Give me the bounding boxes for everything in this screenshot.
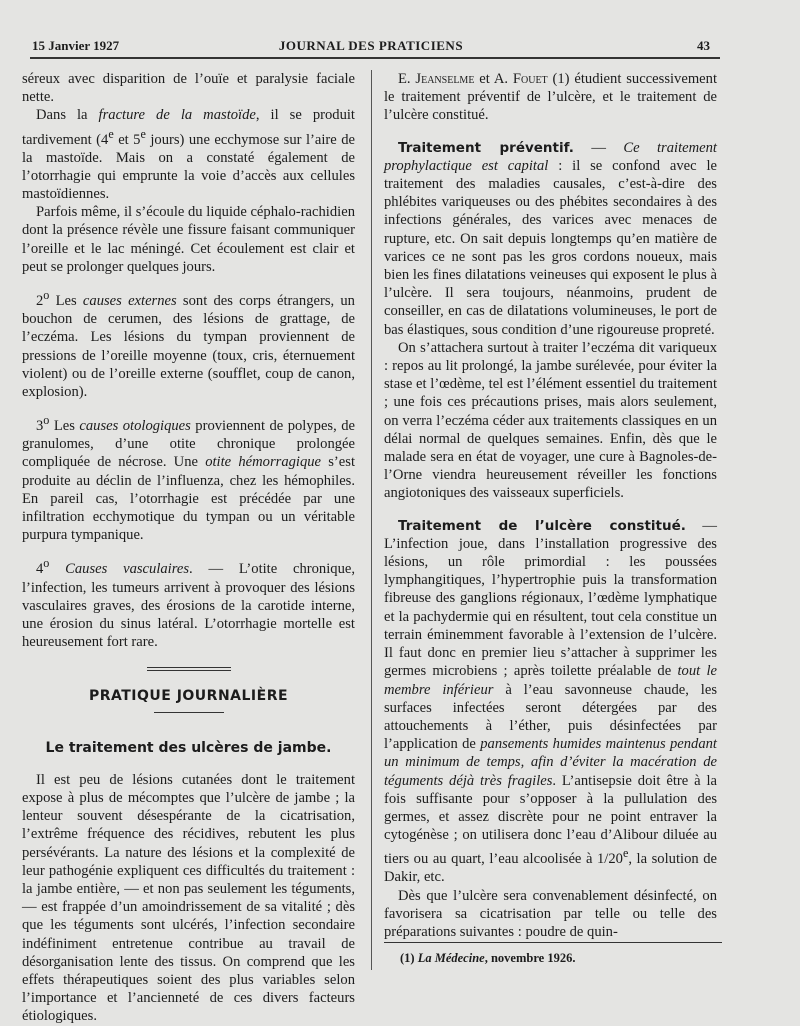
issue-date: 15 Janvier 1927 bbox=[32, 38, 120, 53]
paragraph: Parfois même, il s’écoule du liquide céphalo-rachidien dont la présence révèle une fissure faisant communiquer l’oreille et le lac méningé. Cet écoulement est clair et peut se prolonger quelques jours. bbox=[22, 204, 355, 275]
footnote-rule bbox=[384, 942, 722, 943]
footnote: (1) La Médecine, novembre 1926. bbox=[400, 951, 576, 965]
paragraph: Dès que l’ulcère sera convenablement désinfecté, on favorisera sa cicatrisation par telle ou telle des préparations suivantes : poudre de quin- bbox=[384, 887, 717, 940]
subheading: Traitement préventif. bbox=[398, 139, 574, 156]
paragraph: 2$^o$ Les causes externes sont des corps étrangers, un bouchon de cerumen, des lésions de grattage, de l’eczéma. Les lésions du tympan proviennent de pressions de l’oreille moyenne (toux, cris, éternuement violent) ou de l’oreille externe (soufflet, coup de canon, explosion). bbox=[22, 288, 355, 400]
paragraph: Dans la fracture de la mastoïde, il se produit tardivement (4e et 5e jours) une ecchymose sur l’aire de la mastoïde. Mais on a constaté également de l’otorrhagie qui emprunte la voie d’accès aux cellules mastoïdiennes. bbox=[22, 107, 355, 203]
journal-title: JOURNAL DES PRATICIENS bbox=[278, 38, 464, 53]
column-divider bbox=[371, 70, 372, 970]
running-header bbox=[32, 38, 710, 56]
header-rule bbox=[30, 57, 720, 59]
subheading: Traitement de l’ulcère constitué. bbox=[398, 517, 686, 534]
section-title: PRATIQUE JOURNALIÈRE bbox=[88, 688, 289, 705]
short-rule bbox=[154, 712, 224, 713]
paragraph: Il est peu de lésions cutanées dont le traitement expose à plus de mécomptes que l’ulcère de jambe ; la lenteur souvent désespérante de la cicatrisation, l’extrême fréquence des récidives, rebutent les plus persévérants. La nature des lésions et la complexité de leur pathogénie expliquent ces difficultés du traitement : la jambe entière, — et non pas seulement les téguments, — est frappée d’un amoindrissement de sa vitalité ; dès que les téguments sont ulcérés, l’infection secondaire indéfiniment entretenue contribue au travail de désorganisation lente des tissus. On comprend que les effets thérapeutiques soient des plus variables selon l’importance et l’ancienneté de ces divers facteurs étiologiques. bbox=[22, 771, 355, 1025]
article-title: Le traitement des ulcères de jambe. bbox=[45, 739, 332, 756]
paragraph: 3$^o$ Les causes otologiques proviennent de polypes, de granulomes, d’une otite chronique prolongée compliquée de nécrose. Une otite hémorragique s’est produite au déclin de l’influenza, chez les hémophiles. En pareil cas, l’otorrhagie est précédée par une infiltration ecchymotique du tympan ou un véritable purpura tympanique. bbox=[22, 413, 356, 544]
paragraph: séreux avec disparition de l’ouïe et paralysie faciale nette. bbox=[22, 71, 355, 106]
paragraph: 4$^o$ Causes vasculaires. — L’otite chronique, l’infection, les tumeurs arrivent à provoquer des lésions vasculaires graves, des érosions de la carotide interne, une érosion du sinus latéral. L’otorrhagie mortelle est heureusement fort rare. bbox=[22, 556, 355, 651]
double-rule bbox=[147, 667, 231, 671]
page-number: 43 bbox=[697, 38, 710, 53]
section-heading-block bbox=[22, 667, 355, 712]
left-column bbox=[22, 70, 355, 1026]
paragraph: Traitement de l’ulcère constitué. — L’infection joue, dans l’installation progressive des lésions, un rôle primordial : les poussées lymphangitiques, l’hypertrophie puis la transformation fibreuse des ganglions régionaux, l’œdème lymphatique et la pachydermie qui en résultent, tout cela constitue un terrain éminemment favorable à l’extension de l’ulcère. Il faut donc en premier lieu s’attacher à supprimer les germes microbiens ; après toilette préalable de tout le membre inférieur à l’eau savonneuse chaude, les surfaces infectées seront détergées par des attouchements à l’éther, puis désinfectées par l’application de pansements humides maintenus pendant un minimum de temps, afin d’éviter la macération de téguments déjà très fragiles. L’antisepsie doit être à la fois suffisante pour s’opposer à la pullulation des germes, et assez discrète pour ne point entraver la cytogénèse ; on utilisera donc l’eau d’Alibour diluée au tiers ou au quart, l’eau alcoolisée à 1/20e, la solution de Dakir, etc. bbox=[384, 517, 718, 886]
paragraph: Traitement préventif. — Ce traitement prophylactique est capital : il se confond avec le traitement des maladies causales, c’est-à-dire des phlébites variqueuses ou des phébites secondaires à des infections générales, des varices avec menaces de rupture, etc. On sait depuis longtemps qu’en matière de varices ce ne sont pas les gros cordons noueux, mais bien les fines dilatations veineuses qui exposent le plus à l’ulcère. Il sera toujours, néanmoins, prudent de conseiller, en cas de dilatations volumineuses, le port de bas élastiques, sous condition d’une rigoureuse propreté. bbox=[384, 139, 718, 338]
paragraph: On s’attachera surtout à traiter l’eczéma dit variqueux : repos au lit prolongé, la jambe surélevée, pour éviter la stase et l’œdème, tel est l’élément essentiel du traitement ; une fois ces précautions prises, mais alors seulement, on verra l’eczéma céder aux traitements classiques en un délai normal de quelques semaines. Enfin, dès que le malade sera en état de voyager, une cure à Bagnoles-de-l’Orne viendra heureusement réveiller les fonctions angiotoniques des vaisseaux superficiels. bbox=[384, 339, 717, 502]
paragraph: E. Jeanselme et A. Fouet (1) étudient successivement le traitement préventif de l’ulcère, et le traitement de l’ulcère constitué. bbox=[384, 71, 718, 124]
right-column bbox=[384, 70, 717, 941]
